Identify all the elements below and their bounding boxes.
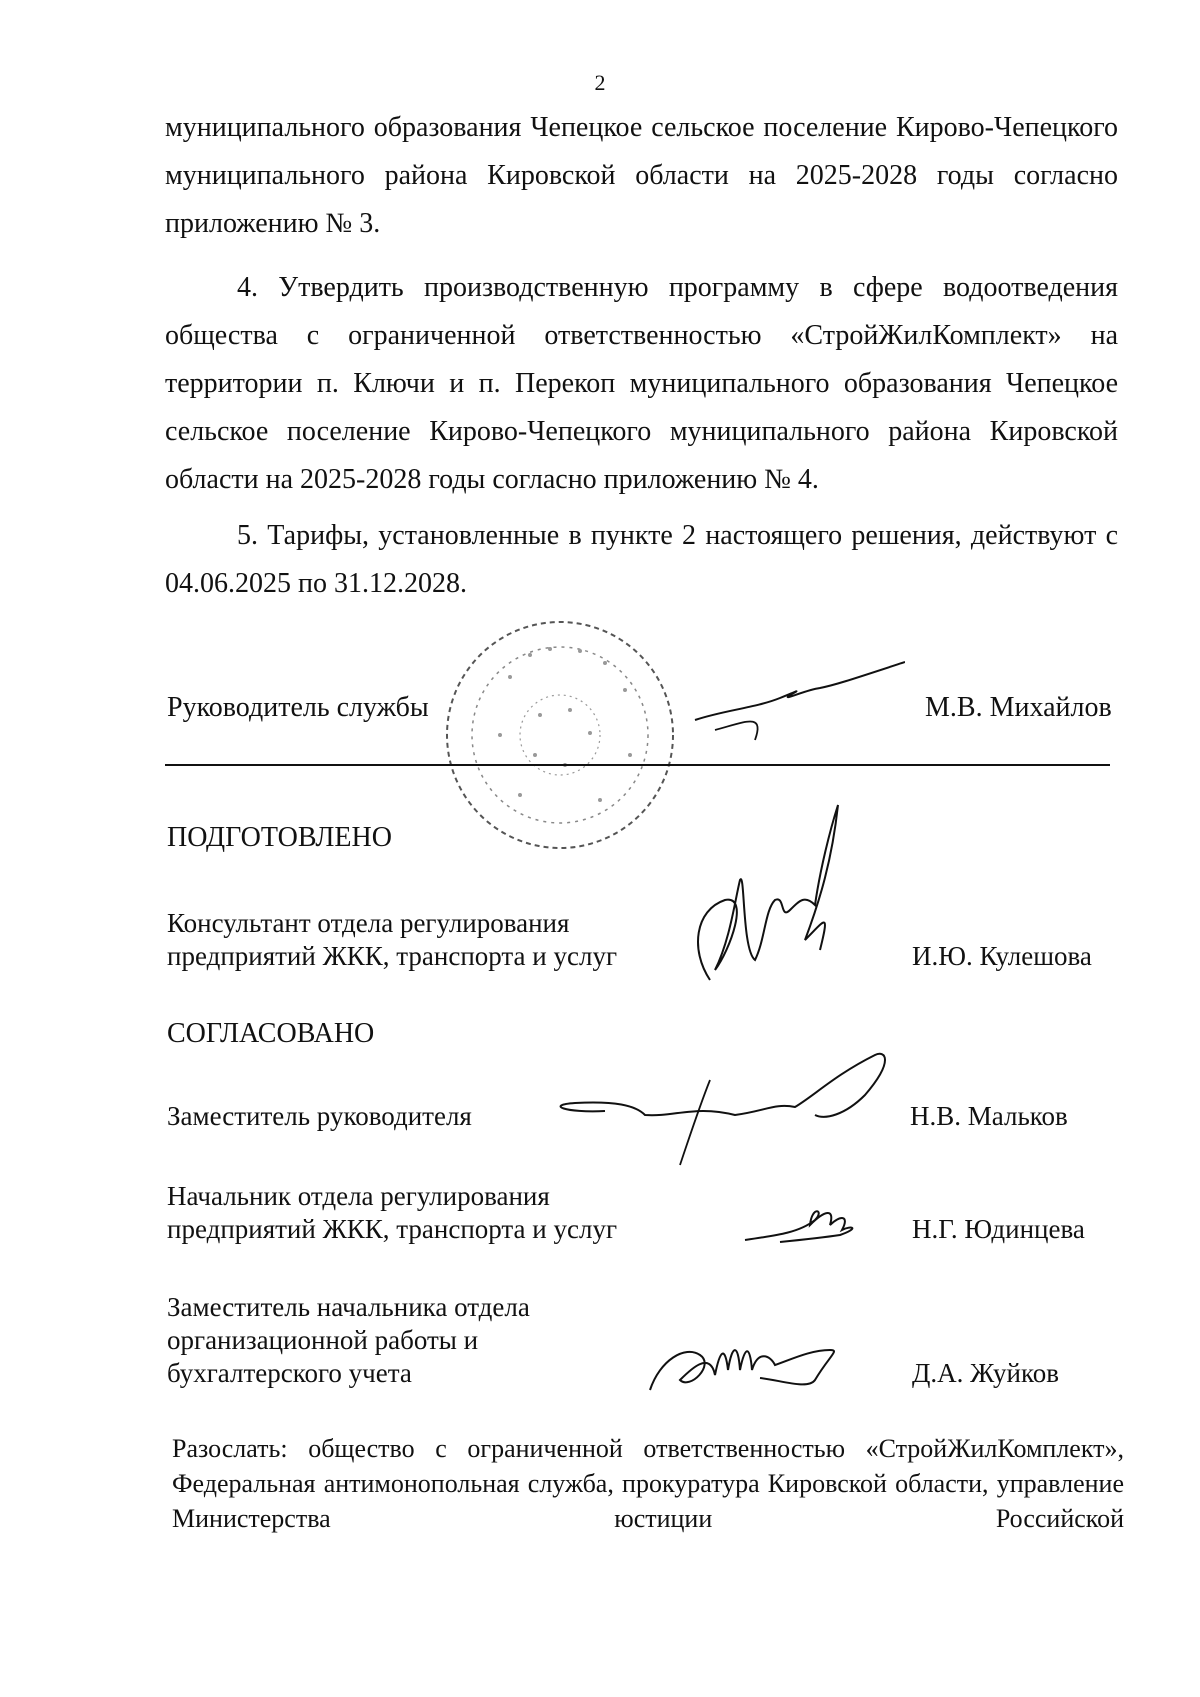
paragraph-4: 4. Утвердить производственную программу в сфере водоотведения общества с ограниченной ответственностью «СтройЖилКомплект» на территории п. Ключи и п. Перекоп муниципального образования Чепецкое сельское поселение Кирово-Чепецкого муниципального района Кировской области на 2025-2028 годы согласно приложению № 4. xyxy=(165,272,1118,495)
head-signature xyxy=(685,650,905,760)
prepared-heading: ПОДГОТОВЛЕНО xyxy=(167,822,392,853)
prepared-name: И.Ю. Кулешова xyxy=(912,941,1092,971)
head-position: Руководитель службы xyxy=(167,692,429,723)
deputy-signature xyxy=(535,1035,935,1170)
prepared-signature xyxy=(670,800,870,1000)
prepared-position-line2: предприятий ЖКК, транспорта и услуг xyxy=(167,941,618,971)
prepared-position-line1: Консультант отдела регулирования xyxy=(167,908,570,938)
divider-line xyxy=(165,764,1110,766)
page-number: 2 xyxy=(594,70,606,95)
deputy-position: Заместитель руководителя xyxy=(167,1101,472,1131)
agreed-heading: СОГЛАСОВАНО xyxy=(167,1018,375,1049)
paragraph-3-continuation: муниципального образования Чепецкое сельское поселение Кирово-Чепецкого муниципального района Кировской области на 2025-2028 годы согласно приложению № 3. xyxy=(165,112,1118,239)
head-name: М.В. Михайлов xyxy=(925,692,1112,723)
accounting-position-line3: бухгалтерского учета xyxy=(167,1358,412,1388)
accounting-signature xyxy=(640,1320,890,1400)
accounting-position-line2: организационной работы и xyxy=(167,1325,479,1355)
deputy-name: Н.В. Мальков xyxy=(910,1101,1068,1131)
chief-position-line2: предприятий ЖКК, транспорта и услуг xyxy=(167,1214,618,1244)
distribution-list: Разослать: общество с ограниченной ответственностью «СтройЖилКомплект», Федеральная антимонопольная служба, прокуратура Кировской области, управление Министерства юстиции Российской xyxy=(172,1434,1124,1533)
official-stamp xyxy=(440,615,680,855)
paragraph-5: 5. Тарифы, установленные в пункте 2 настоящего решения, действуют с 04.06.2025 по 31.12.2028. xyxy=(165,520,1118,599)
chief-name: Н.Г. Юдинцева xyxy=(912,1214,1085,1244)
chief-signature xyxy=(740,1190,870,1250)
accounting-name: Д.А. Жуйков xyxy=(912,1358,1059,1388)
chief-position-line1: Начальник отдела регулирования xyxy=(167,1181,550,1211)
accounting-position-line1: Заместитель начальника отдела xyxy=(167,1292,530,1322)
